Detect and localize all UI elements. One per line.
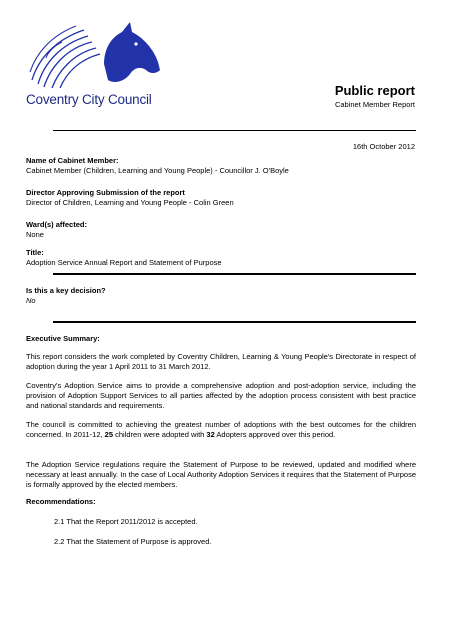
title-field: [26, 248, 416, 268]
executive-summary-heading: [26, 334, 416, 344]
title-label: Title:: [26, 248, 44, 257]
summary-heading-text: Executive Summary:: [26, 334, 100, 343]
key-decision-value: No: [26, 296, 36, 305]
report-date: 16th October 2012: [352, 142, 415, 151]
coventry-logo: [26, 14, 176, 110]
title-value: Adoption Service Annual Report and Statement of Purpose: [26, 258, 222, 267]
children-adopted-count: 25: [104, 430, 114, 439]
key-decision-field: [26, 286, 416, 306]
wards-value: None: [26, 230, 44, 239]
key-decision-divider: [53, 321, 416, 323]
horse-head-icon: [26, 14, 176, 94]
wards-label: Ward(s) affected:: [26, 220, 87, 229]
recommendations-heading-text: Recommendations:: [26, 497, 96, 506]
paragraph-3-text-b: children were adopted with: [113, 430, 207, 439]
summary-paragraph-2: Coventry's Adoption Service aims to provide a comprehensive adoption and post-adoption service, including the provision of Adoption Support Services to all parties affected by the adoption process consistent with best practice and national standards and requirements.: [26, 381, 416, 410]
recommendation-item: 2.2 That the Statement of Purpose is approved.: [54, 537, 212, 546]
report-title: Public report: [334, 83, 415, 98]
paragraph-3-text-a: The council is committed to achieving the greatest number of adoptions with the best outcomes for the children concerned. In 2011-12,: [26, 420, 416, 439]
adopters-approved-count: 32: [206, 430, 215, 439]
logo-wordmark: Coventry City Council: [26, 92, 152, 107]
wards-field: [26, 220, 416, 240]
key-decision-label: Is this a key decision?: [26, 286, 106, 295]
director-value: Director of Children, Learning and Young People - Colin Green: [26, 198, 234, 207]
recommendations-heading: [26, 497, 416, 507]
summary-paragraph-3: [26, 420, 416, 440]
director-label: Director Approving Submission of the report: [26, 188, 185, 197]
director-field: [26, 188, 416, 208]
title-divider: [53, 273, 416, 275]
report-subtitle: Cabinet Member Report: [334, 100, 415, 109]
cabinet-member-label: Name of Cabinet Member:: [26, 156, 119, 165]
cabinet-member-value: Cabinet Member (Children, Learning and Young People) - Councillor J. O'Boyle: [26, 166, 289, 175]
summary-paragraph-4: The Adoption Service regulations require the Statement of Purpose to be reviewed, updated and modified where necessary at least annually. In the case of Local Authority Adoption Services it requires that the Statement of Purpose is formally approved by the elected members.: [26, 460, 416, 489]
recommendation-item: 2.1 That the Report 2011/2012 is accepted.: [54, 517, 198, 526]
cabinet-member-field: [26, 156, 416, 176]
header-divider: [53, 130, 416, 131]
summary-paragraph-1: This report considers the work completed by Coventry Children, Learning & Young People's Directorate in respect of adoption during the year 1 April 2011 to 31 March 2012.: [26, 352, 416, 371]
paragraph-3-text-c: Adopters approved over this period.: [214, 430, 336, 439]
